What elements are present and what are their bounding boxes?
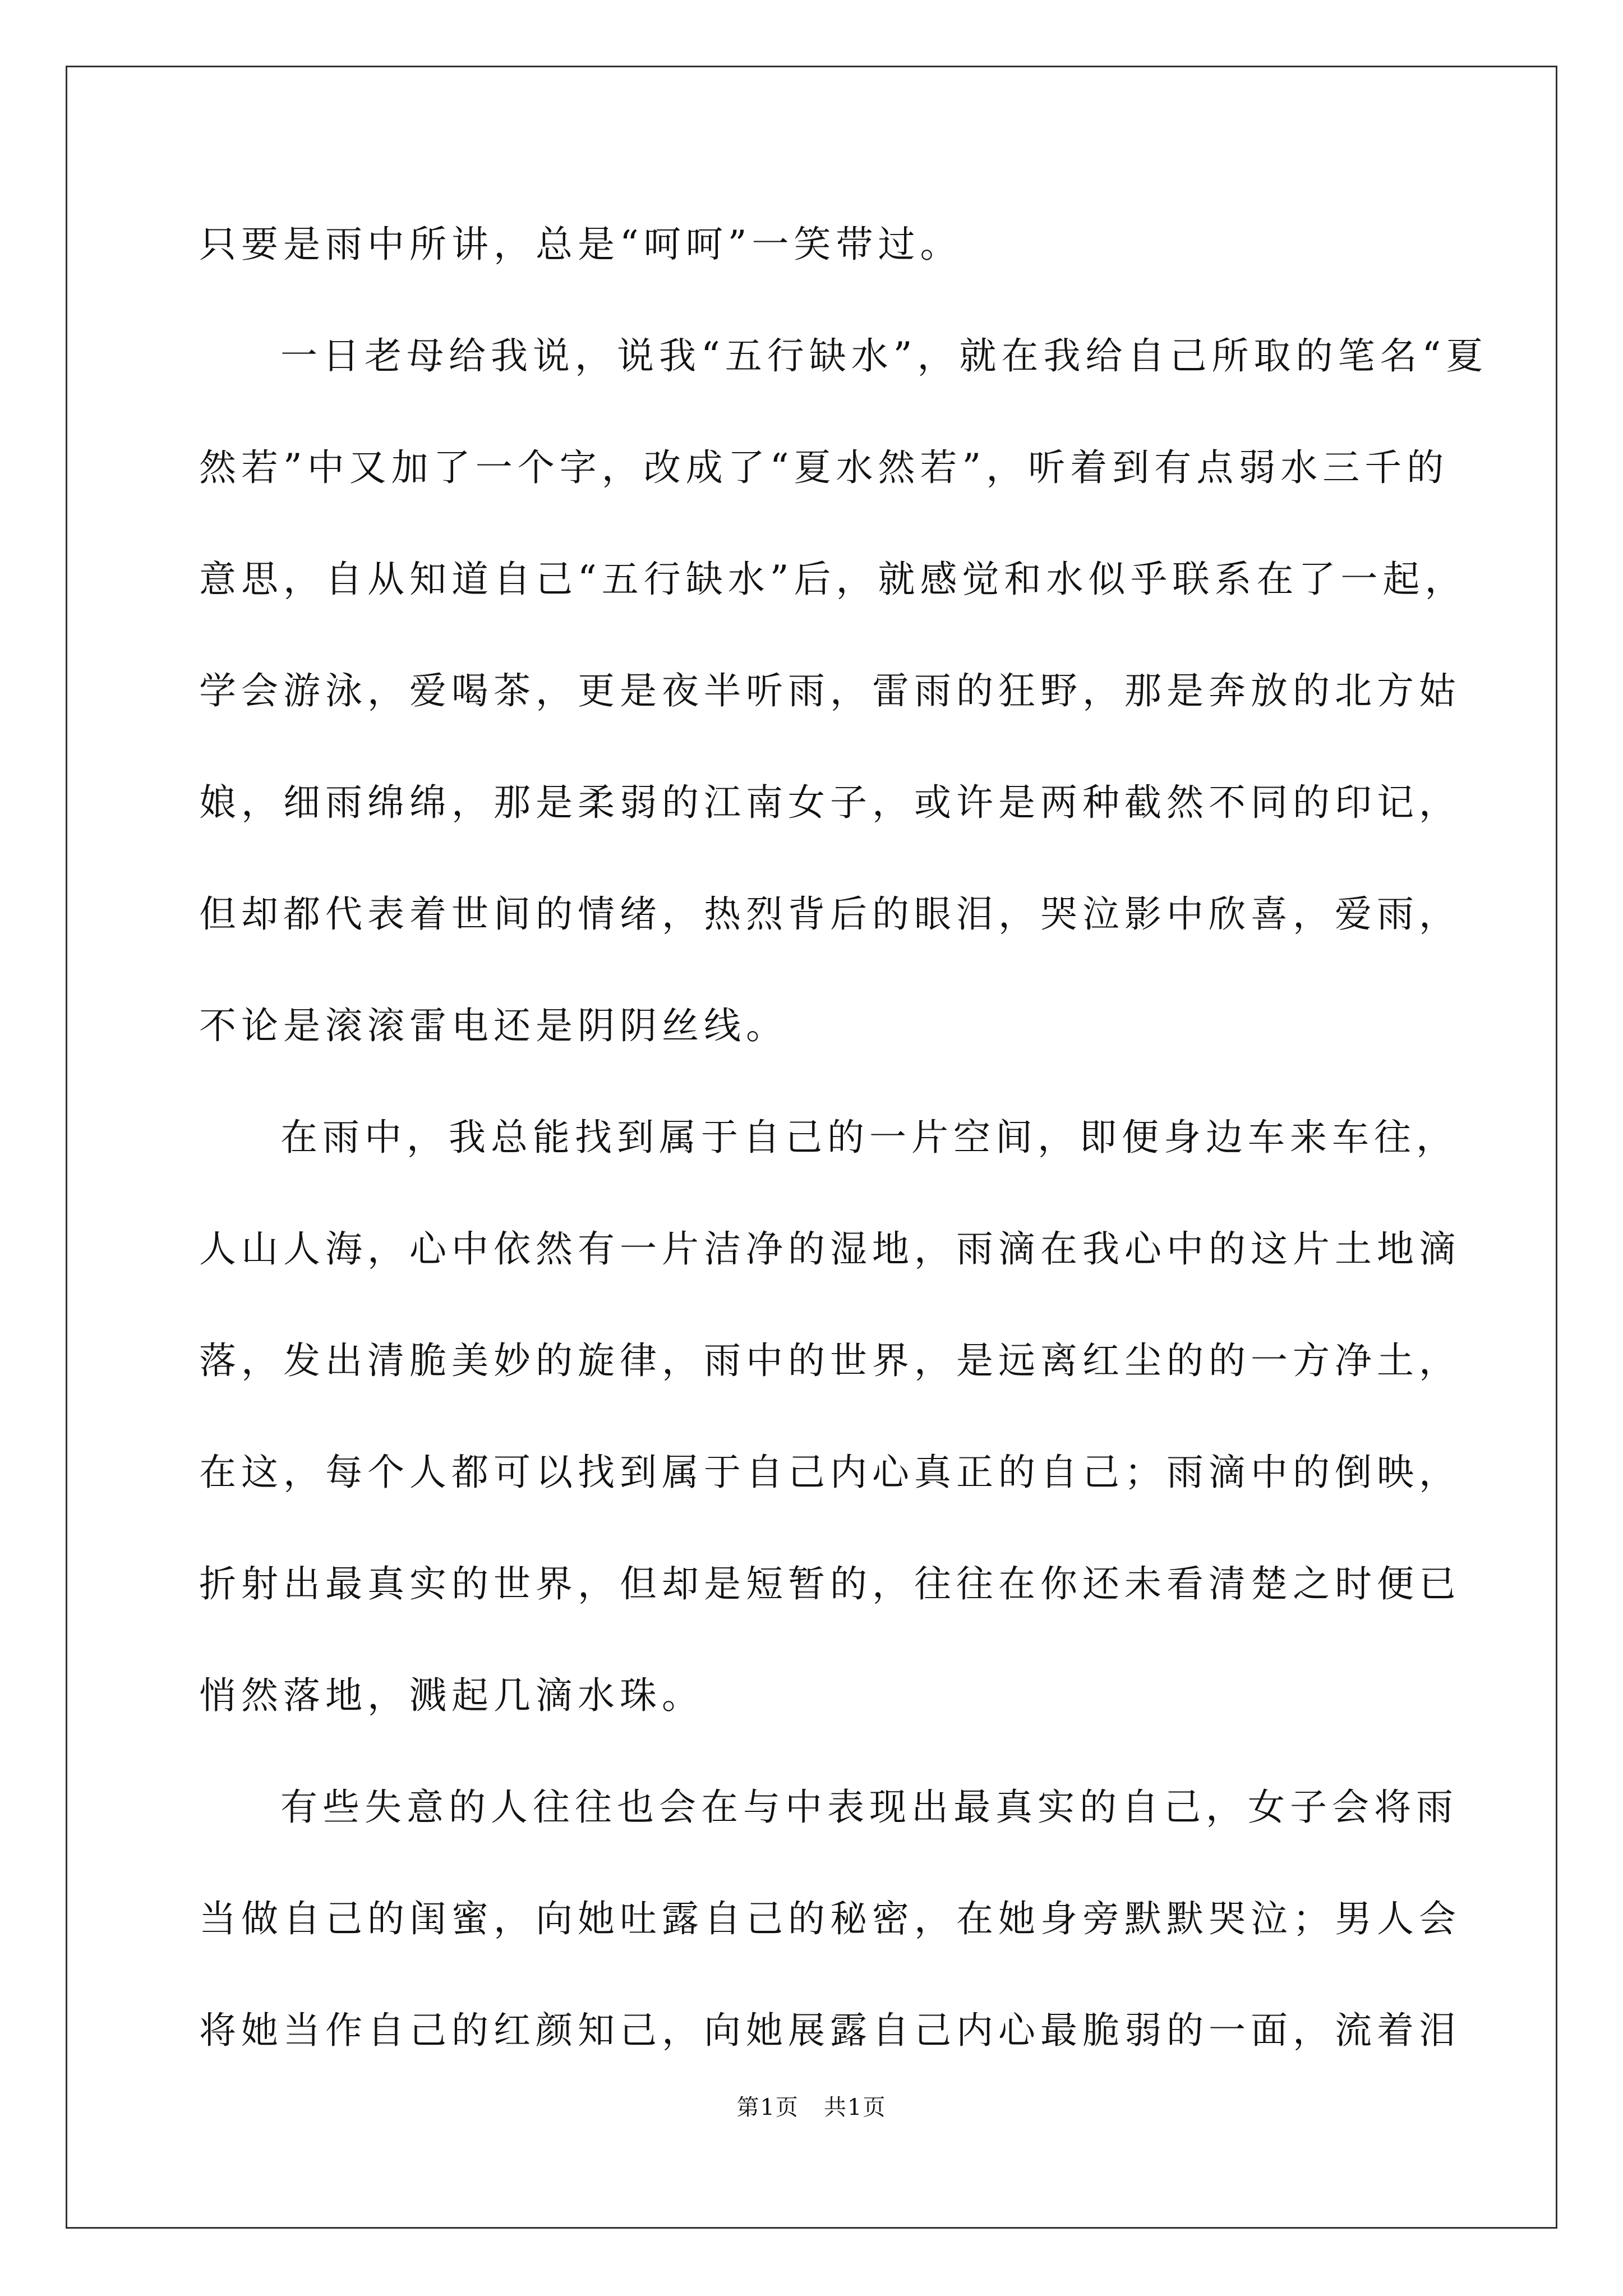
text-line: 有些失意的人往往也会在与中表现出最真实的自己，女子会将雨 (280, 1786, 1458, 1829)
text-line: 不论是滚滚雷电还是阴阴丝线。 (199, 1004, 788, 1047)
text-line: 当做自己的闺蜜，向她吐露自己的秘密，在她身旁默默哭泣；男人会 (199, 1897, 1461, 1940)
text-line: 学会游泳，爱喝茶，更是夜半听雨，雷雨的狂野，那是奔放的北方姑 (199, 669, 1461, 712)
text-line: 娘，细雨绵绵，那是柔弱的江南女子，或许是两种截然不同的印记， (199, 781, 1461, 824)
body-text (199, 185, 1488, 2083)
text-line: 但却都代表着世间的情绪，热烈背后的眼泪，哭泣影中欣喜，爱雨， (199, 892, 1461, 936)
text-line: 人山人海，心中依然有一片洁净的湿地，雨滴在我心中的这片土地滴 (199, 1227, 1461, 1271)
text-line: 只要是雨中所讲，总是“呵呵”一笑带过。 (199, 223, 962, 266)
text-line: 落，发出清脆美妙的旋律，雨中的世界，是远离红尘的的一方净土， (199, 1339, 1461, 1382)
text-line: 一日老母给我说，说我“五行缺水”，就在我给自己所取的笔名“夏 (280, 334, 1488, 378)
text-line: 折射出最真实的世界，但却是短暂的，往往在你还未看清楚之时便已 (199, 1562, 1461, 1605)
page-number-footer: 第1页 共1页 (736, 2095, 887, 2120)
text-line: 在雨中，我总能找到属于自己的一片空间，即便身边车来车往， (280, 1116, 1458, 1159)
text-line: 在这，每个人都可以找到属于自己内心真正的自己；雨滴中的倒映， (199, 1451, 1461, 1494)
text-line: 悄然落地，溅起几滴水珠。 (199, 1674, 704, 1717)
text-line: 意思，自从知道自己“五行缺水”后，就感觉和水似乎联系在了一起， (199, 558, 1467, 601)
text-line: 然若”中又加了一个字，改成了“夏水然若”，听着到有点弱水三千的 (199, 446, 1449, 489)
text-line: 将她当作自己的红颜知己，向她展露自己内心最脆弱的一面，流着泪 (199, 2009, 1461, 2052)
